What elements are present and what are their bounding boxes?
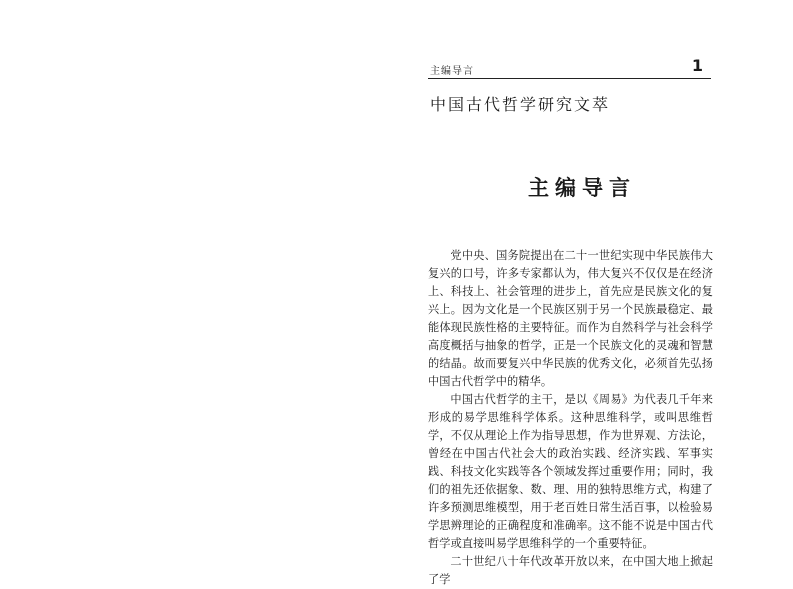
blank-left-page: [0, 0, 396, 561]
body-text: [428, 247, 713, 589]
running-head: [428, 58, 711, 79]
page-number: 1: [691, 56, 703, 75]
running-head-title: 主编导言: [430, 66, 474, 77]
paragraph: 党中央、国务院提出在二十一世纪实现中华民族伟大复兴的口号，许多专家都认为，伟大复兴不仅仅是在经济上、科技上、社会管理的进步上，首先应是民族文化的复兴上。因为文化是一个民族区别于另一个民族最稳定、最能体现民族性格的主要特征。而作为自然科学与社会科学高度概括与抽象的哲学，正是一个民族文化的灵魂和智慧的结晶。故而要复兴中华民族的优秀文化，必须首先弘扬中国古代哲学中的精华。: [428, 249, 713, 388]
paragraph: 中国古代哲学的主干，是以《周易》为代表几千年来形成的易学思维科学体系。这种思维科学，或叫思维哲学，不仅从理论上作为指导思想，作为世界观、方法论，曾经在中国古代社会大的政治实践、经济实践、军事实践、科技文化实践等各个领域发挥过重要作用；同时，我们的祖先还依据象、数、理、用的独特思维方式，构建了许多预测思维模型，用于老百姓日常生活百事，以检验易学思辨理论的正确程度和准确率。这不能不说是中国古代哲学或直接叫易学思维科学的一个重要特征。: [428, 393, 713, 550]
series-title: 中国古代哲学研究文萃: [430, 95, 611, 114]
chapter-title: 主编导言: [528, 176, 636, 200]
paragraph: 二十世纪八十年代改革开放以来，在中国大地上掀起了学: [428, 555, 713, 586]
